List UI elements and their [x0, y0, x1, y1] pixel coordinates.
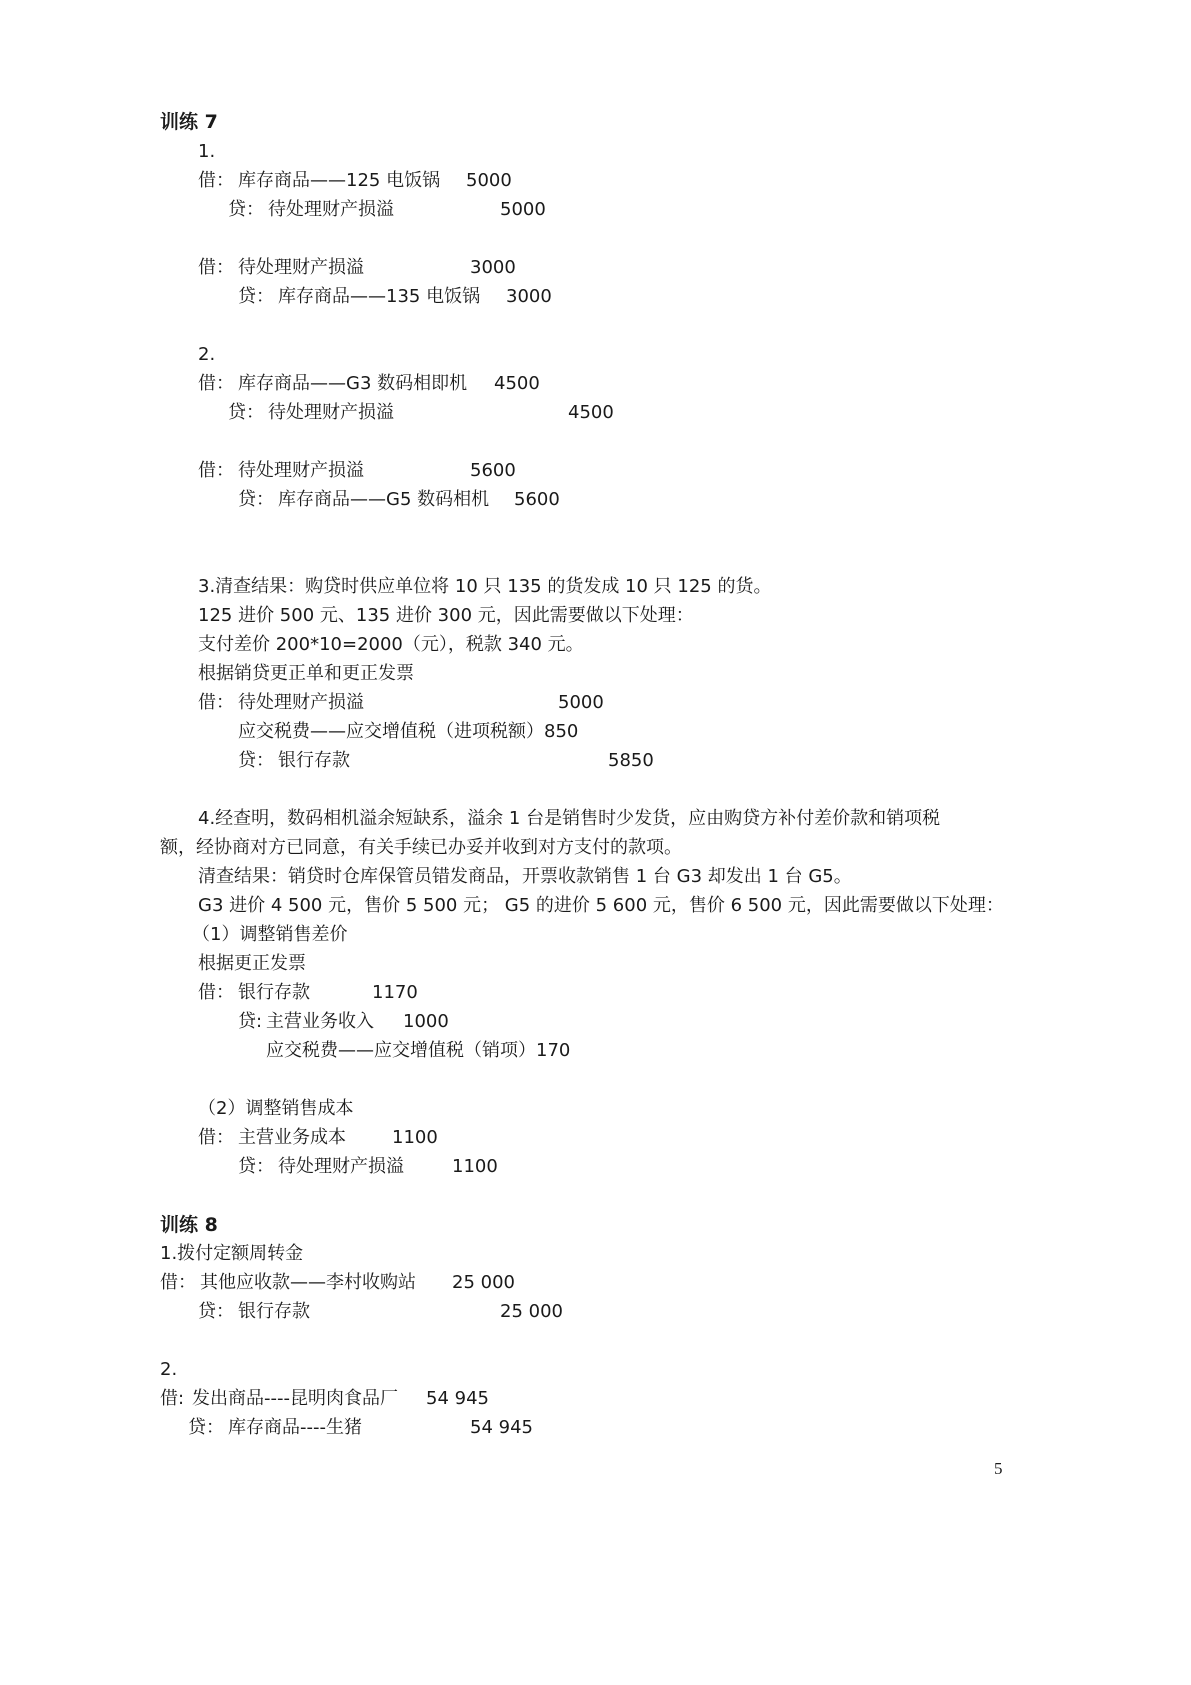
t7-item1-credit2-prefix: 贷： — [238, 286, 274, 307]
t7-item4-sub1-credit-account: 主营业务收入 — [266, 1011, 374, 1032]
t7-item2-debit2-prefix: 借： — [198, 460, 234, 481]
t7-item1-credit1-amount: 5000 — [500, 199, 546, 220]
t7-item3-line2: 125 进价 500 元、135 进价 300 元，因此需要做以下处理： — [198, 605, 694, 626]
t7-item2-debit1-prefix: 借： — [198, 373, 234, 394]
t7-item4-sub1-credit-b: 应交税费——应交增值税（销项）170 — [266, 1040, 571, 1061]
t8-item2-number: 2. — [160, 1359, 178, 1380]
t7-item4-sub2-debit-account: 主营业务成本 — [238, 1127, 346, 1148]
t7-item2-debit2-amount: 5600 — [470, 460, 516, 481]
t7-item4-line4: G3 进价 4 500 元，售价 5 500 元； G5 的进价 5 600 元，售价 6 500 元，因此需要做以下处理： — [198, 895, 1004, 916]
t7-item4-sub2-heading: （2）调整销售成本 — [198, 1098, 354, 1119]
t7-item1-debit2-amount: 3000 — [470, 257, 516, 278]
t7-item1-debit2-account: 待处理财产损溢 — [238, 257, 364, 278]
t8-item1-credit-prefix: 贷： — [198, 1301, 234, 1322]
t7-item4-sub2-credit-account: 待处理财产损溢 — [278, 1156, 404, 1177]
t7-item4-sub1-heading: （1）调整销售差价 — [192, 924, 348, 945]
t8-item2-debit-amount: 54 945 — [426, 1388, 489, 1409]
t7-item3-credit-amount: 5850 — [608, 750, 654, 771]
t7-item2-debit1-account: 库存商品——G3 数码相即机 — [238, 373, 468, 394]
t7-item1-debit1-account: 库存商品——125 电饭锅 — [238, 170, 441, 191]
t7-item4-sub2-debit-amount: 1100 — [392, 1127, 438, 1148]
t8-item2-credit-amount: 54 945 — [470, 1417, 533, 1438]
t8-item2-credit-prefix: 贷： — [188, 1417, 224, 1438]
t7-item3-line1: 3.清查结果：购贷时供应单位将 10 只 135 的货发成 10 只 125 的货。 — [198, 576, 772, 597]
t7-item1-credit2-account: 库存商品——135 电饭锅 — [278, 286, 481, 307]
t7-item4-sub1-debit-account: 银行存款 — [238, 982, 310, 1003]
t7-item3-debit-account: 待处理财产损溢 — [238, 692, 364, 713]
training7-heading: 训练 7 — [160, 111, 218, 133]
t7-item4-sub2-credit-prefix: 贷： — [238, 1156, 274, 1177]
t7-item1-debit2-prefix: 借： — [198, 257, 234, 278]
t7-item2-credit2-account: 库存商品——G5 数码相机 — [278, 489, 490, 510]
t7-item3-debit-prefix: 借： — [198, 692, 234, 713]
page-number: 5 — [994, 1459, 1003, 1478]
t7-item4-line3: 清查结果：销贷时仓库保管员错发商品，开票收款销售 1 台 G3 却发出 1 台 G5。 — [198, 866, 852, 887]
t8-item2-debit-account: 发出商品----昆明肉食品厂 — [192, 1388, 398, 1409]
t7-item3-line3: 支付差价 200*10=2000（元），税款 340 元。 — [198, 634, 584, 655]
t7-item4-sub1-note: 根据更正发票 — [198, 953, 306, 974]
t7-item2-credit1-account: 待处理财产损溢 — [268, 402, 394, 423]
t7-item3-line4: 根据销贷更正单和更正发票 — [198, 663, 414, 684]
t7-item3-credit-prefix: 贷： — [238, 750, 274, 771]
t8-item2-credit-account: 库存商品----生猪 — [228, 1417, 362, 1438]
t7-item2-credit2-amount: 5600 — [514, 489, 560, 510]
t7-item2-number: 2. — [198, 344, 216, 365]
t7-item4-sub2-debit-prefix: 借： — [198, 1127, 234, 1148]
t8-item1-credit-account: 银行存款 — [238, 1301, 310, 1322]
t7-item3-debit-b: 应交税费——应交增值税（进项税额）850 — [238, 721, 579, 742]
t8-item1-title: 1.拨付定额周转金 — [160, 1243, 304, 1264]
t8-item1-credit-amount: 25 000 — [500, 1301, 563, 1322]
t7-item4-sub1-debit-prefix: 借： — [198, 982, 234, 1003]
t7-item1-credit1-prefix: 贷： — [228, 199, 264, 220]
t7-item2-credit1-amount: 4500 — [568, 402, 614, 423]
t8-item1-debit-amount: 25 000 — [452, 1272, 515, 1293]
t7-item2-debit1-amount: 4500 — [494, 373, 540, 394]
t7-item2-credit1-prefix: 贷： — [228, 402, 264, 423]
t7-item1-credit2-amount: 3000 — [506, 286, 552, 307]
t7-item4-sub1-debit-amount: 1170 — [372, 982, 418, 1003]
t7-item3-debit-amount: 5000 — [558, 692, 604, 713]
t7-item4-sub1-credit-amount: 1000 — [403, 1011, 449, 1032]
t8-item1-debit-account: 其他应收款——李村收购站 — [200, 1272, 416, 1293]
t7-item4-line1: 4.经查明，数码相机溢余短缺系，溢余 1 台是销售时少发货，应由购贷方补付差价款和销项税 — [198, 808, 941, 829]
t7-item4-sub1-credit-prefix: 贷: — [238, 1011, 263, 1032]
t8-item2-debit-prefix: 借: — [160, 1388, 185, 1409]
t7-item1-debit1-amount: 5000 — [466, 170, 512, 191]
t7-item2-credit2-prefix: 贷： — [238, 489, 274, 510]
t8-item1-debit-prefix: 借： — [160, 1272, 196, 1293]
t7-item3-credit-account: 银行存款 — [278, 750, 350, 771]
training8-heading: 训练 8 — [160, 1214, 218, 1236]
t7-item2-debit2-account: 待处理财产损溢 — [238, 460, 364, 481]
t7-item4-sub2-credit-amount: 1100 — [452, 1156, 498, 1177]
t7-item1-debit1-prefix: 借： — [198, 170, 234, 191]
t7-item1-number: 1. — [198, 141, 216, 162]
t7-item4-line2: 额，经协商对方已同意，有关手续已办妥并收到对方支付的款项。 — [160, 837, 682, 858]
t7-item1-credit1-account: 待处理财产损溢 — [268, 199, 394, 220]
